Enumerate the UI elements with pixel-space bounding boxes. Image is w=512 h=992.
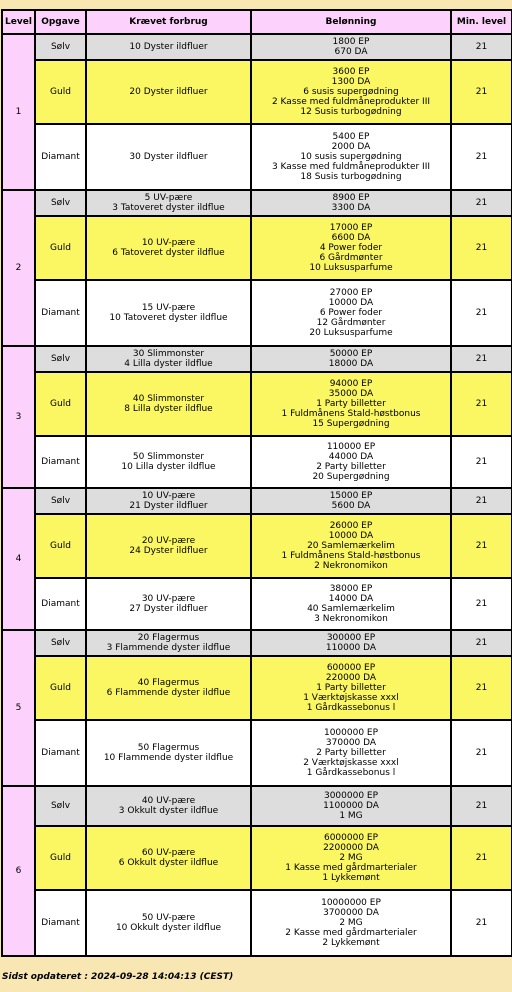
table-row — [2, 190, 512, 216]
belonning-cell: 300000 EP 110000 DA — [251, 630, 451, 656]
opgave-cell: Guld — [35, 60, 86, 124]
level-cell: 5 — [2, 630, 35, 786]
belonning-cell: 10000000 EP 3700000 DA 2 MG 2 Kasse med gårdmarterialer 2 Lykkemønt — [251, 890, 451, 956]
table-row — [2, 514, 512, 578]
forbrug-cell: 30 Slimmonster 4 Lilla dyster ildflue — [86, 346, 251, 372]
table-row — [2, 280, 512, 346]
header-min-level: Min. level — [451, 10, 512, 34]
min-level-cell: 21 — [451, 190, 512, 216]
forbrug-cell: 30 UV-pære 27 Dyster ildfluer — [86, 578, 251, 630]
forbrug-cell: 20 Dyster ildfluer — [86, 60, 251, 124]
forbrug-cell: 5 UV-pære 3 Tatoveret dyster ildflue — [86, 190, 251, 216]
table-row — [2, 124, 512, 190]
min-level-cell: 21 — [451, 216, 512, 280]
rewards-table — [1, 9, 512, 957]
belonning-cell: 1000000 EP 370000 DA 2 Party billetter 2 Værktøjskasse xxxl 1 Gårdkassebonus l — [251, 720, 451, 786]
forbrug-cell: 10 Dyster ildfluer — [86, 34, 251, 60]
forbrug-cell: 40 UV-pære 3 Okkult dyster ildflue — [86, 786, 251, 826]
belonning-cell: 110000 EP 44000 DA 2 Party billetter 20 Supergødning — [251, 436, 451, 488]
belonning-cell: 50000 EP 18000 DA — [251, 346, 451, 372]
forbrug-cell: 40 Flagermus 6 Flammende dyster ildflue — [86, 656, 251, 720]
forbrug-cell: 10 UV-pære 21 Dyster ildfluer — [86, 488, 251, 514]
opgave-cell: Sølv — [35, 190, 86, 216]
belonning-cell: 600000 EP 220000 DA 1 Party billetter 1 Værktøjskasse xxxl 1 Gårdkassebonus l — [251, 656, 451, 720]
table-row — [2, 372, 512, 436]
min-level-cell: 21 — [451, 372, 512, 436]
opgave-cell: Guld — [35, 656, 86, 720]
opgave-cell: Guld — [35, 826, 86, 890]
opgave-cell: Diamant — [35, 124, 86, 190]
opgave-cell: Sølv — [35, 630, 86, 656]
belonning-cell: 1800 EP 670 DA — [251, 34, 451, 60]
header-belonning: Belønning — [251, 10, 451, 34]
table-row — [2, 720, 512, 786]
level-cell: 1 — [2, 34, 35, 190]
belonning-cell: 27000 EP 10000 DA 6 Power foder 12 Gårdmønter 20 Luksusparfume — [251, 280, 451, 346]
level-cell: 4 — [2, 488, 35, 630]
table-row — [2, 656, 512, 720]
opgave-cell: Sølv — [35, 786, 86, 826]
belonning-cell: 3000000 EP 1100000 DA 1 MG — [251, 786, 451, 826]
opgave-cell: Sølv — [35, 34, 86, 60]
table-row — [2, 34, 512, 60]
forbrug-cell: 40 Slimmonster 8 Lilla dyster ildflue — [86, 372, 251, 436]
min-level-cell: 21 — [451, 630, 512, 656]
table-row — [2, 890, 512, 956]
header-opgave: Opgave — [35, 10, 86, 34]
min-level-cell: 21 — [451, 124, 512, 190]
header-level: Level — [2, 10, 35, 34]
min-level-cell: 21 — [451, 826, 512, 890]
belonning-cell: 15000 EP 5600 DA — [251, 488, 451, 514]
last-updated: Sidst opdateret : 2024-09-28 14:04:13 (CEST) — [2, 972, 234, 982]
forbrug-cell: 60 UV-pære 6 Okkult dyster ildflue — [86, 826, 251, 890]
min-level-cell: 21 — [451, 514, 512, 578]
belonning-cell: 5400 EP 2000 DA 10 susis supergødning 3 Kasse med fuldmåneprodukter III 18 Susis turbogødning — [251, 124, 451, 190]
level-cell: 6 — [2, 786, 35, 956]
opgave-cell: Guld — [35, 216, 86, 280]
forbrug-cell: 50 UV-pære 10 Okkult dyster ildflue — [86, 890, 251, 956]
level-cell: 3 — [2, 346, 35, 488]
belonning-cell: 17000 EP 6600 DA 4 Power foder 6 Gårdmønter 10 Luksusparfume — [251, 216, 451, 280]
min-level-cell: 21 — [451, 488, 512, 514]
table-row — [2, 60, 512, 124]
min-level-cell: 21 — [451, 786, 512, 826]
belonning-cell: 38000 EP 14000 DA 40 Samlemærkelim 3 Nekronomikon — [251, 578, 451, 630]
min-level-cell: 21 — [451, 436, 512, 488]
header-forbrug: Krævet forbrug — [86, 10, 251, 34]
table-row — [2, 578, 512, 630]
level-cell: 2 — [2, 190, 35, 346]
min-level-cell: 21 — [451, 720, 512, 786]
table-row — [2, 786, 512, 826]
table-row — [2, 488, 512, 514]
forbrug-cell: 50 Slimmonster 10 Lilla dyster ildflue — [86, 436, 251, 488]
forbrug-cell: 20 Flagermus 3 Flammende dyster ildflue — [86, 630, 251, 656]
belonning-cell: 6000000 EP 2200000 DA 2 MG 1 Kasse med gårdmarterialer 1 Lykkemønt — [251, 826, 451, 890]
opgave-cell: Sølv — [35, 488, 86, 514]
belonning-cell: 8900 EP 3300 DA — [251, 190, 451, 216]
opgave-cell: Diamant — [35, 280, 86, 346]
min-level-cell: 21 — [451, 890, 512, 956]
forbrug-cell: 20 UV-pære 24 Dyster ildfluer — [86, 514, 251, 578]
min-level-cell: 21 — [451, 578, 512, 630]
belonning-cell: 94000 EP 35000 DA 1 Party billetter 1 Fuldmånens Stald-høstbonus 15 Supergødning — [251, 372, 451, 436]
header-row — [2, 10, 512, 34]
opgave-cell: Diamant — [35, 578, 86, 630]
table-row — [2, 216, 512, 280]
forbrug-cell: 30 Dyster ildfluer — [86, 124, 251, 190]
min-level-cell: 21 — [451, 346, 512, 372]
min-level-cell: 21 — [451, 34, 512, 60]
opgave-cell: Guld — [35, 514, 86, 578]
opgave-cell: Diamant — [35, 720, 86, 786]
belonning-cell: 26000 EP 10000 DA 20 Samlemærkelim 1 Fuldmånens Stald-høstbonus 2 Nekronomikon — [251, 514, 451, 578]
table-row — [2, 436, 512, 488]
opgave-cell: Sølv — [35, 346, 86, 372]
belonning-cell: 3600 EP 1300 DA 6 susis supergødning 2 Kasse med fuldmåneprodukter III 12 Susis turbogødning — [251, 60, 451, 124]
forbrug-cell: 10 UV-pære 6 Tatoveret dyster ildflue — [86, 216, 251, 280]
min-level-cell: 21 — [451, 60, 512, 124]
opgave-cell: Diamant — [35, 890, 86, 956]
table-row — [2, 826, 512, 890]
opgave-cell: Guld — [35, 372, 86, 436]
forbrug-cell: 15 UV-pære 10 Tatoveret dyster ildflue — [86, 280, 251, 346]
min-level-cell: 21 — [451, 280, 512, 346]
min-level-cell: 21 — [451, 656, 512, 720]
forbrug-cell: 50 Flagermus 10 Flammende dyster ildflue — [86, 720, 251, 786]
table-row — [2, 630, 512, 656]
table-row — [2, 346, 512, 372]
opgave-cell: Diamant — [35, 436, 86, 488]
